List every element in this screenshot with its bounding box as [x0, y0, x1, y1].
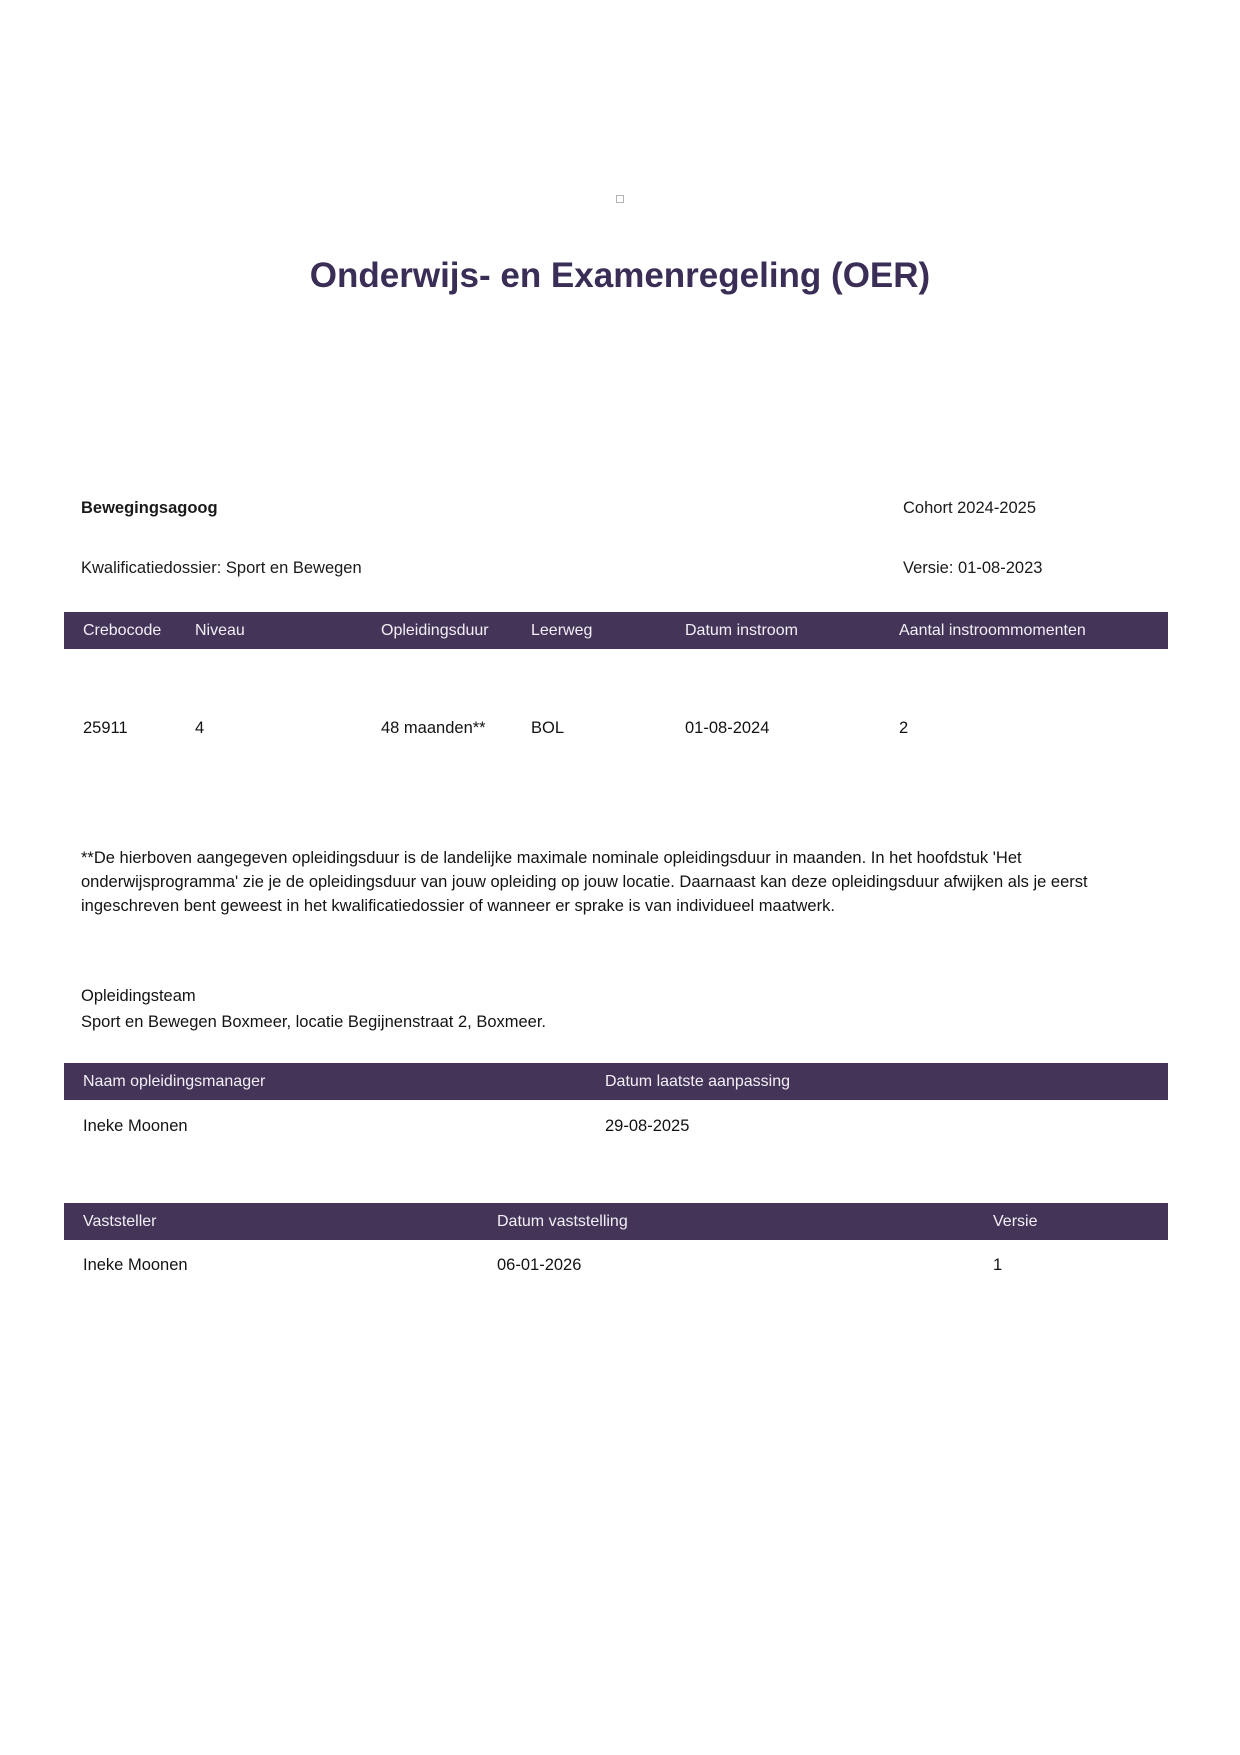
header-cell-vaststeller: Vaststeller — [83, 1212, 157, 1230]
manager-table-header-row — [64, 1063, 1168, 1100]
header-cell-niveau: Niveau — [195, 621, 245, 639]
broken-image-icon — [616, 195, 624, 203]
header-cell-crebocode: Crebocode — [83, 621, 162, 639]
page-title: Onderwijs- en Examenregeling (OER) — [309, 256, 931, 295]
opleidingsteam-block — [81, 983, 546, 1035]
manager-table — [64, 1063, 1168, 1136]
opleidingsteam-description: Sport en Bewegen Boxmeer, locatie Begijnenstraat 2, Boxmeer. — [81, 1013, 547, 1031]
cell-datum-instroom: 01-08-2024 — [685, 719, 770, 737]
cell-aantal-instroommomenten: 2 — [899, 719, 909, 737]
intake-table-row — [64, 719, 1168, 738]
cell-opleidingsduur: 48 maanden** — [381, 719, 486, 737]
intake-table — [64, 612, 1168, 738]
cell-versie: 1 — [993, 1256, 1003, 1274]
cell-datum-vaststelling: 06-01-2026 — [497, 1256, 582, 1274]
cohort-label: Cohort 2024-2025 — [903, 499, 1037, 517]
intake-table-header-row — [64, 612, 1168, 649]
header-cell-datum-vaststelling: Datum vaststelling — [497, 1212, 628, 1230]
program-name: Bewegingsagoog — [81, 499, 218, 517]
header-cell-naam-opleidingsmanager: Naam opleidingsmanager — [83, 1072, 266, 1090]
header-cell-opleidingsduur: Opleidingsduur — [381, 621, 489, 639]
approval-table-row — [64, 1256, 1168, 1275]
approval-table — [64, 1203, 1168, 1275]
header-cell-aantal-instroommomenten: Aantal instroommomenten — [899, 621, 1086, 639]
cell-naam-opleidingsmanager: Ineke Moonen — [83, 1117, 188, 1135]
approval-table-header-row — [64, 1203, 1168, 1240]
cell-leerweg: BOL — [531, 719, 565, 737]
cell-vaststeller: Ineke Moonen — [83, 1256, 188, 1274]
cell-niveau: 4 — [195, 719, 205, 737]
kwalificatiedossier-label: Kwalificatiedossier: Sport en Bewegen — [81, 559, 362, 577]
cell-datum-laatste-aanpassing: 29-08-2025 — [605, 1117, 690, 1135]
cell-crebocode: 25911 — [83, 719, 128, 737]
header-cell-versie: Versie — [993, 1212, 1038, 1230]
header-cell-datum-laatste-aanpassing: Datum laatste aanpassing — [605, 1072, 790, 1090]
opleidingsduur-footnote: **De hierboven aangegeven opleidingsduur is de landelijke maximale nominale opleidingsduur in maanden. In het hoofdstuk 'Het onderwijsprogramma' zie je de opleidingsduur van jouw opleiding op jouw locatie. Daarnaast kan deze opleidingsduur afwijken als je eerst ingeschreven bent geweest in het kwalificatiedossier of wanneer er sprake is van individueel maatwerk. — [81, 849, 1088, 915]
header-cell-datum-instroom: Datum instroom — [685, 621, 798, 639]
header-cell-leerweg: Leerweg — [531, 621, 593, 639]
versie-label: Versie: 01-08-2023 — [903, 559, 1043, 577]
manager-table-row — [64, 1117, 1168, 1136]
opleidingsteam-label: Opleidingsteam — [81, 987, 196, 1005]
